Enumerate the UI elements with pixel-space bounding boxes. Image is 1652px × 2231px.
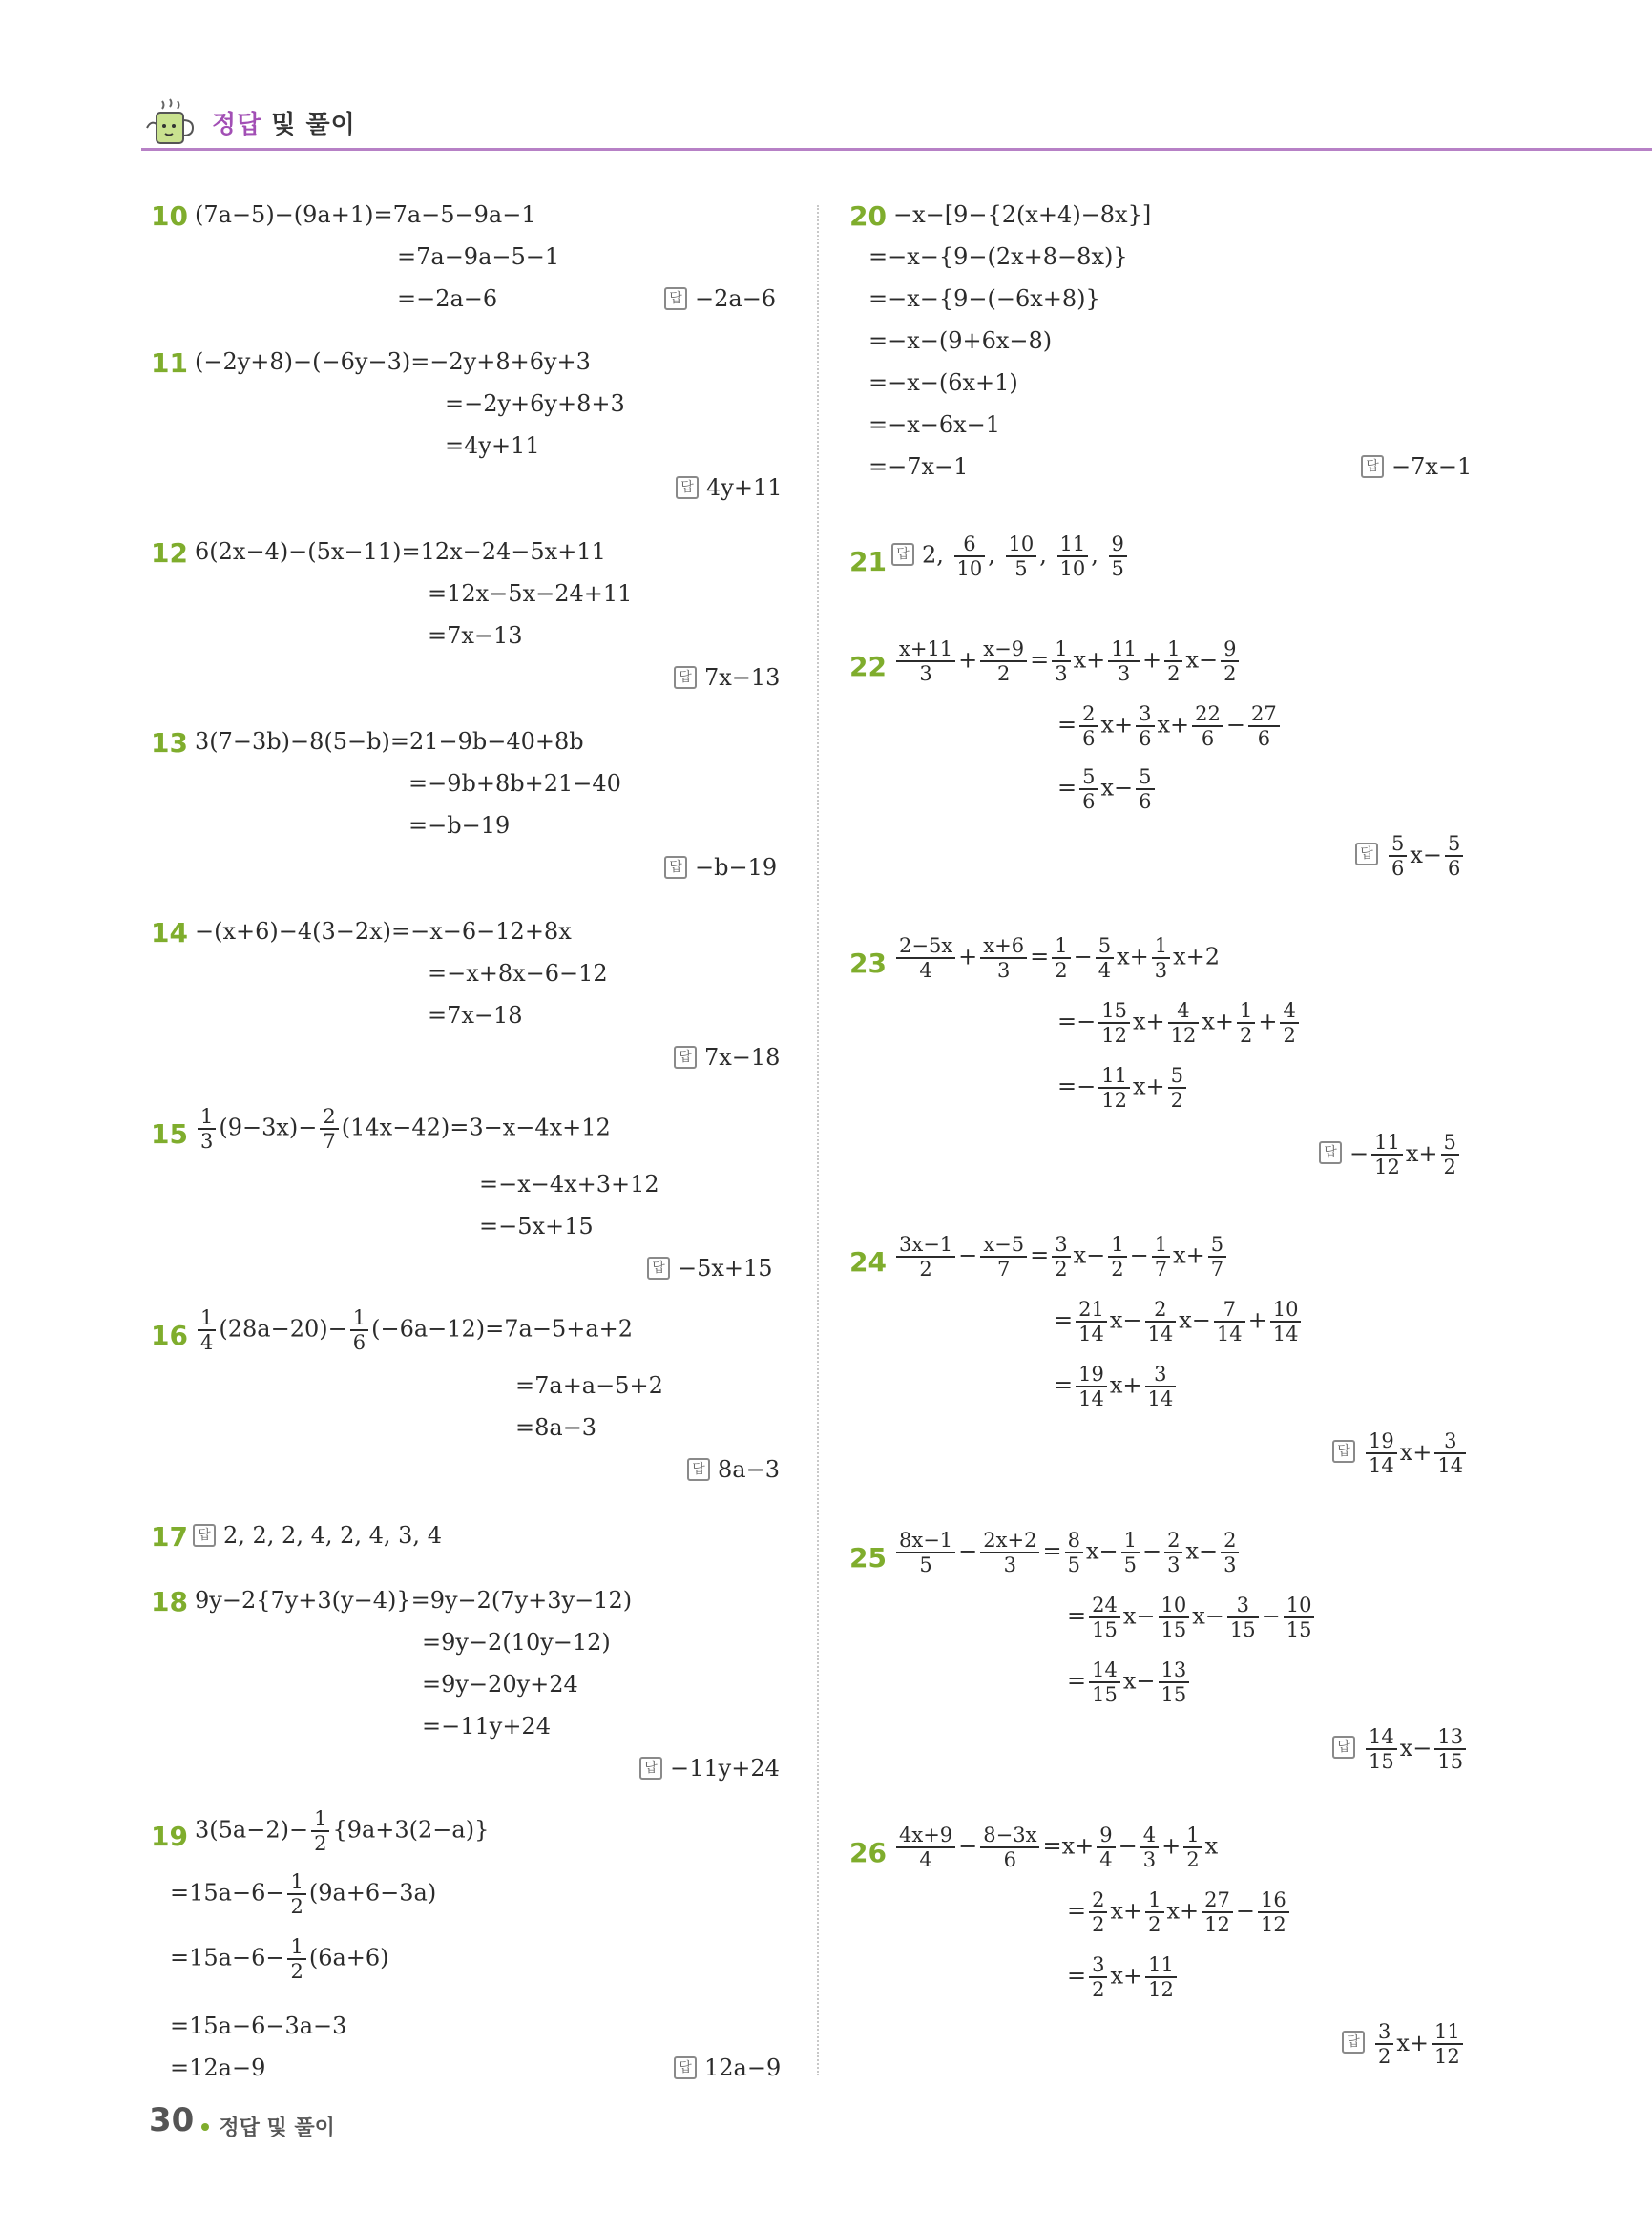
problem-number: 26: [849, 1837, 887, 1868]
solution-line: =7x−18: [428, 1002, 523, 1029]
solution-line: =15a−6− $\frac{1}{2}$ (9a+6−3a): [170, 1870, 437, 1919]
solution-line: =−7x−1: [868, 453, 969, 480]
problem-number: 17: [151, 1521, 188, 1553]
problem-number: 20: [849, 200, 887, 232]
answer-icon: 답: [674, 1046, 697, 1069]
fraction: $\frac{1}{3}$: [1152, 934, 1170, 982]
fraction: $\frac{2}{3}$: [1221, 1529, 1239, 1576]
solution-line: (7a−5)−(9a+1)=7a−5−9a−1: [195, 201, 536, 228]
fraction: $\frac{13}{15}$: [1434, 1725, 1466, 1773]
answer: 답 $\frac{5}{6}$ x− $\frac{5}{6}$: [1355, 832, 1466, 880]
answer: 답 −7x−1: [1361, 452, 1472, 481]
fraction: $\frac{15}{12}$: [1098, 999, 1130, 1047]
solution-line: $\frac{x+11}{3}$ + $\frac{x-9}{2}$ = $\frac{1}{3}$ x+ $\frac{11}{3}$ + $\frac{1}{2}$ x− $\frac{9}{2}$: [893, 637, 1242, 685]
problem-number: 14: [151, 917, 188, 949]
fraction: $\frac{1}{7}$: [1152, 1233, 1170, 1281]
solution-line: =−b−19: [408, 812, 511, 839]
fraction: $\frac{1}{2}$: [287, 1935, 305, 1983]
fraction: $\frac{11}{10}$: [1057, 532, 1089, 580]
answer: 답 −5x+15: [647, 1254, 773, 1282]
fraction: $\frac{3}{14}$: [1145, 1363, 1177, 1410]
answer: 답 $\frac{3}{2}$ x+ $\frac{11}{12}$: [1342, 2020, 1466, 2068]
fraction: $\frac{11}{12}$: [1145, 1953, 1177, 2001]
fraction: $\frac{10}{14}$: [1270, 1298, 1302, 1345]
problem-number: 16: [151, 1320, 188, 1351]
fraction: $\frac{4}{12}$: [1168, 999, 1200, 1047]
solution-line: 3(5a−2)− $\frac{1}{2}$ {9a+3(2−a)}: [195, 1807, 490, 1856]
solution-line: = $\frac{14}{15}$ x− $\frac{13}{15}$: [1067, 1658, 1192, 1706]
problem-number: 13: [151, 727, 188, 759]
solution-line: 6(2x−4)−(5x−11)=12x−24−5x+11: [195, 538, 606, 565]
fraction: $\frac{2}{3}$: [1164, 1529, 1182, 1576]
fraction: $\frac{4}{2}$: [1280, 999, 1298, 1047]
page-footer: [149, 2101, 335, 2141]
page-number: 30: [149, 2101, 195, 2139]
fraction: $\frac{4x+9}{4}$: [896, 1824, 955, 1871]
fraction: $\frac{8x-1}{5}$: [896, 1529, 955, 1576]
solution-line: $\frac{2-5x}{4}$ + $\frac{x+6}{3}$ = $\frac{1}{2}$ − $\frac{5}{4}$ x+ $\frac{1}{3}$ x+2: [893, 934, 1220, 982]
answer-icon: 답: [674, 2056, 697, 2079]
fraction: $\frac{1}{2}$: [1164, 637, 1182, 685]
fraction: $\frac{8-3x}{6}$: [980, 1824, 1039, 1871]
solution-line: (−2y+8)−(−6y−3)=−2y+8+6y+3: [195, 348, 591, 375]
fraction: $\frac{x-5}{7}$: [980, 1233, 1027, 1281]
problem-number: 22: [849, 651, 887, 682]
solution-line: =−x−(6x+1): [868, 369, 1018, 396]
fraction: $\frac{x+6}{3}$: [980, 934, 1027, 982]
fraction: $\frac{11}{12}$: [1371, 1131, 1403, 1178]
fraction: $\frac{10}{15}$: [1159, 1594, 1190, 1641]
fraction: $\frac{8}{5}$: [1065, 1529, 1083, 1576]
solution-line: =−11y+24: [422, 1713, 551, 1740]
answer: 답 −b−19: [664, 853, 777, 882]
solution-line: $\frac{3x-1}{2}$ − $\frac{x-5}{7}$ = $\frac{3}{2}$ x− $\frac{1}{2}$ − $\frac{1}{7}$ x+ $\frac{5}{7}$: [893, 1233, 1229, 1281]
solution-line: =−x−{9−(2x+8−8x)}: [868, 243, 1128, 270]
solution-line: =−9b+8b+21−40: [408, 770, 621, 797]
problem-number: 12: [151, 537, 188, 569]
solution-line: $\frac{8x-1}{5}$ − $\frac{2x+2}{3}$ = $\frac{8}{5}$ x− $\frac{1}{5}$ − $\frac{2}{3}$ x− $\frac{2}{3}$: [893, 1529, 1242, 1576]
problem-number: 11: [151, 347, 188, 379]
mug-icon: [143, 95, 200, 149]
fraction: $\frac{5}{7}$: [1208, 1233, 1226, 1281]
solution-line: =7a+a−5+2: [515, 1372, 663, 1399]
fraction: $\frac{x+11}{3}$: [896, 637, 955, 685]
fraction: $\frac{1}{4}$: [198, 1306, 216, 1354]
bullet-icon: [201, 2123, 209, 2131]
fraction: $\frac{10}{5}$: [1006, 532, 1037, 580]
solution-line: =−x+8x−6−12: [428, 960, 608, 987]
solution-line: =15a−6− $\frac{1}{2}$ (6a+6): [170, 1935, 389, 1984]
solution-line: 9y−2{7y+3(y−4)}=9y−2(7y+3y−12): [195, 1587, 633, 1614]
answer-icon: 답: [1332, 1736, 1355, 1759]
answer-icon: 답: [676, 476, 699, 499]
solution-line: =−2y+6y+8+3: [445, 390, 625, 417]
fraction: $\frac{1}{2}$: [311, 1807, 329, 1855]
answer: 답 4y+11: [676, 473, 782, 502]
footer-title: 정답 및 풀이: [219, 2116, 335, 2140]
solution-line: =−2a−6: [397, 285, 498, 312]
fraction: $\frac{2}{7}$: [320, 1105, 338, 1153]
answer-icon: 답: [891, 543, 914, 566]
answer-icon: 답: [1355, 843, 1378, 865]
fraction: $\frac{2}{14}$: [1145, 1298, 1177, 1345]
answer: 답 −11y+24: [639, 1754, 780, 1783]
fraction: $\frac{11}{12}$: [1432, 2020, 1463, 2068]
answer: 답 7x−13: [674, 663, 780, 692]
page-header-title: 정답 및 풀이: [212, 111, 356, 139]
problem-number: 19: [151, 1821, 188, 1852]
fraction: $\frac{16}{12}$: [1258, 1888, 1289, 1936]
fraction: $\frac{3}{2}$: [1052, 1233, 1070, 1281]
answer: 답 2, $\frac{6}{10}$ , $\frac{10}{5}$ , $\frac{11}{10}$ , $\frac{9}{5}$: [891, 532, 1130, 580]
fraction: $\frac{11}{3}$: [1108, 637, 1140, 685]
fraction: $\frac{x-9}{2}$: [980, 637, 1027, 685]
fraction: $\frac{3}{14}$: [1434, 1429, 1466, 1477]
solution-line: 3(7−3b)−8(5−b)=21−9b−40+8b: [195, 728, 584, 755]
fraction: $\frac{11}{12}$: [1098, 1064, 1130, 1112]
solution-line: $\frac{1}{4}$ (28a−20)− $\frac{1}{6}$ (−6a−12)=7a−5+a+2: [195, 1306, 633, 1354]
fraction: $\frac{3}{15}$: [1227, 1594, 1259, 1641]
fraction: $\frac{1}{5}$: [1121, 1529, 1140, 1576]
fraction: $\frac{2}{6}$: [1079, 702, 1098, 750]
answer: 답 − $\frac{11}{12}$ x+ $\frac{5}{2}$: [1319, 1131, 1462, 1178]
answer-icon: 답: [1361, 455, 1384, 478]
solution-line: =15a−6−3a−3: [170, 2012, 347, 2039]
problem-number: 24: [849, 1246, 887, 1278]
fraction: $\frac{1}{2}$: [1183, 1824, 1202, 1871]
fraction: $\frac{7}{14}$: [1214, 1298, 1245, 1345]
fraction: $\frac{3}{2}$: [1089, 1953, 1107, 2001]
solution-line: =7x−13: [428, 622, 523, 649]
solution-line: =4y+11: [445, 432, 540, 459]
fraction: $\frac{1}{2}$: [1108, 1233, 1126, 1281]
fraction: $\frac{24}{15}$: [1089, 1594, 1120, 1641]
solution-line: =9y−20y+24: [422, 1671, 578, 1698]
solution-line: =8a−3: [515, 1414, 597, 1441]
fraction: $\frac{4}{3}$: [1140, 1824, 1159, 1871]
answer-icon: 답: [674, 666, 697, 689]
fraction: $\frac{10}{15}$: [1284, 1594, 1315, 1641]
fraction: $\frac{1}{2}$: [287, 1870, 305, 1918]
solution-line: = $\frac{21}{14}$ x− $\frac{2}{14}$ x− $\frac{7}{14}$ + $\frac{10}{14}$: [1054, 1298, 1304, 1345]
answer: 답 $\frac{19}{14}$ x+ $\frac{3}{14}$: [1332, 1429, 1469, 1477]
solution-line: =−x−4x+3+12: [479, 1171, 659, 1198]
fraction: $\frac{19}{14}$: [1076, 1363, 1107, 1410]
solution-line: = $\frac{3}{2}$ x+ $\frac{11}{12}$: [1067, 1953, 1180, 2001]
solution-line: $\frac{1}{3}$ (9−3x)− $\frac{2}{7}$ (14x−42)=3−x−4x+12: [195, 1105, 611, 1153]
answer-icon: 답: [639, 1757, 662, 1780]
answer-icon: 답: [1332, 1440, 1355, 1463]
fraction: $\frac{9}{2}$: [1221, 637, 1239, 685]
fraction: $\frac{1}{2}$: [1052, 934, 1070, 982]
fraction: $\frac{2-5x}{4}$: [896, 934, 955, 982]
fraction: $\frac{5}{6}$: [1079, 765, 1098, 813]
fraction: $\frac{5}{2}$: [1168, 1064, 1186, 1112]
fraction: $\frac{27}{6}$: [1248, 702, 1280, 750]
page-header: [143, 92, 1652, 149]
answer-icon: 답: [1342, 2031, 1365, 2054]
fraction: $\frac{2x+2}{3}$: [980, 1529, 1039, 1576]
answer: 답 7x−18: [674, 1043, 780, 1072]
answer-icon: 답: [687, 1458, 710, 1481]
solution-line: =−x−(9+6x−8): [868, 327, 1053, 354]
fraction: $\frac{2}{2}$: [1089, 1888, 1107, 1936]
solution-line: −x−[9−{2(x+4)−8x}]: [893, 201, 1152, 228]
fraction: $\frac{5}{2}$: [1441, 1131, 1459, 1178]
fraction: $\frac{14}{15}$: [1366, 1725, 1397, 1773]
answer-icon: 답: [664, 287, 687, 310]
fraction: $\frac{14}{15}$: [1089, 1658, 1120, 1706]
solution-line: =12x−5x−24+11: [428, 580, 633, 607]
answer-icon: 답: [647, 1257, 670, 1280]
fraction: $\frac{5}{6}$: [1389, 832, 1407, 880]
solution-line: = $\frac{2}{2}$ x+ $\frac{1}{2}$ x+ $\frac{27}{12}$ − $\frac{16}{12}$: [1067, 1888, 1292, 1936]
problem-number: 21: [849, 546, 887, 577]
solution-line: =− $\frac{11}{12}$ x+ $\frac{5}{2}$: [1057, 1064, 1189, 1112]
fraction: $\frac{22}{6}$: [1192, 702, 1223, 750]
fraction: $\frac{3}{6}$: [1136, 702, 1154, 750]
fraction: $\frac{3x-1}{2}$: [896, 1233, 955, 1281]
solution-line: =12a−9: [170, 2054, 266, 2081]
fraction: $\frac{1}{6}$: [350, 1306, 368, 1354]
problem-number: 10: [151, 200, 188, 232]
solution-line: = $\frac{19}{14}$ x+ $\frac{3}{14}$: [1054, 1363, 1179, 1410]
fraction: $\frac{1}{2}$: [1237, 999, 1255, 1047]
answer-icon: 답: [1319, 1141, 1342, 1164]
problem-number: 23: [849, 948, 887, 979]
fraction: $\frac{19}{14}$: [1366, 1429, 1397, 1477]
problem-number: 25: [849, 1542, 887, 1574]
problem-number: 15: [151, 1118, 188, 1150]
solution-line: −(x+6)−4(3−2x)=−x−6−12+8x: [195, 918, 572, 945]
answer: 답 2, 2, 2, 4, 2, 4, 3, 4: [193, 1521, 442, 1550]
fraction: $\frac{5}{6}$: [1445, 832, 1463, 880]
solution-line: =−5x+15: [479, 1213, 594, 1240]
answer: 답 −2a−6: [664, 284, 776, 313]
answer: 답 12a−9: [674, 2054, 781, 2082]
column-divider: [817, 205, 819, 2075]
fraction: $\frac{3}{2}$: [1375, 2020, 1393, 2068]
solution-line: = $\frac{5}{6}$ x− $\frac{5}{6}$: [1057, 765, 1158, 813]
fraction: $\frac{6}{10}$: [954, 532, 986, 580]
solution-line: =7a−9a−5−1: [397, 243, 560, 270]
fraction: $\frac{13}{15}$: [1159, 1658, 1190, 1706]
fraction: $\frac{21}{14}$: [1076, 1298, 1107, 1345]
fraction: $\frac{1}{3}$: [198, 1105, 216, 1153]
answer: 답 8a−3: [687, 1455, 780, 1484]
fraction: $\frac{1}{3}$: [1052, 637, 1070, 685]
answer-icon: 답: [193, 1524, 216, 1547]
fraction: $\frac{9}{4}$: [1097, 1824, 1115, 1871]
fraction: $\frac{27}{12}$: [1202, 1888, 1233, 1936]
fraction: $\frac{9}{5}$: [1109, 532, 1127, 580]
solution-line: =− $\frac{15}{12}$ x+ $\frac{4}{12}$ x+ $\frac{1}{2}$ + $\frac{4}{2}$: [1057, 999, 1302, 1047]
fraction: $\frac{5}{6}$: [1136, 765, 1154, 813]
answer: 답 $\frac{14}{15}$ x− $\frac{13}{15}$: [1332, 1725, 1469, 1773]
fraction: $\frac{5}{4}$: [1096, 934, 1114, 982]
solution-line: =9y−2(10y−12): [422, 1629, 611, 1656]
answer-icon: 답: [664, 856, 687, 879]
solution-line: =−x−6x−1: [868, 411, 1001, 438]
solution-line: = $\frac{24}{15}$ x− $\frac{10}{15}$ x− $\frac{3}{15}$ − $\frac{10}{15}$: [1067, 1594, 1317, 1641]
solution-line: = $\frac{2}{6}$ x+ $\frac{3}{6}$ x+ $\frac{22}{6}$ − $\frac{27}{6}$: [1057, 702, 1283, 750]
solution-line: =−x−{9−(−6x+8)}: [868, 285, 1100, 312]
fraction: $\frac{1}{2}$: [1145, 1888, 1163, 1936]
header-rule: [141, 148, 1652, 151]
problem-number: 18: [151, 1586, 188, 1617]
solution-line: $\frac{4x+9}{4}$ − $\frac{8-3x}{6}$ =x+ $\frac{9}{4}$ − $\frac{4}{3}$ + $\frac{1}{2}$ x: [893, 1824, 1218, 1871]
